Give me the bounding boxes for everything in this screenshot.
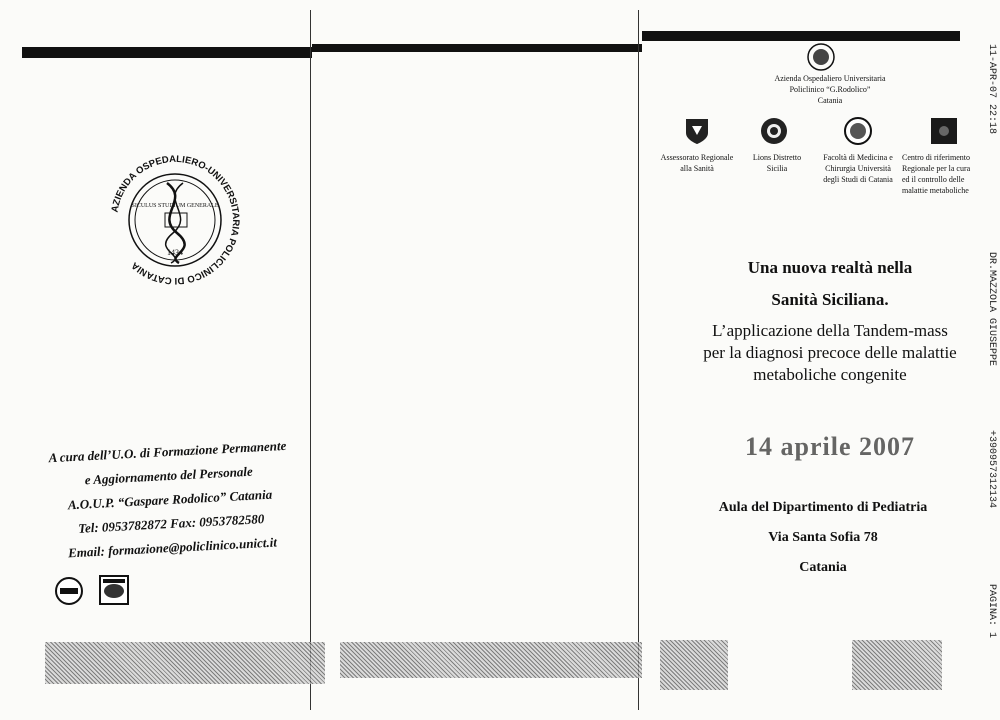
seal-inner-text: SICULUS STUDIUM GENERALE [131,203,219,209]
seal-ring-text: AZIENDA OSPEDALIERO-UNIVERSITARIA POLICLINICO DI CATANIA [109,153,242,287]
metabolic-center-logo-icon [930,117,958,145]
sponsor-caption-line: Chirurgia Università [825,164,891,173]
certification-seal-icon [52,576,86,606]
sponsor-caption-line: Lions Distretto [752,153,802,162]
policlinico-seal-logo [95,145,255,295]
top-rule-middle [312,44,642,52]
venue-line-2: Via Santa Sofia 78 [768,530,878,545]
quality-mark-icon [98,574,130,606]
fax-page-number: PAGINA: 1 [986,584,997,639]
venue-line-3: Catania [799,560,847,575]
top-rule-left [22,47,312,58]
event-title-line-2: Sanità Siciliana. [771,290,889,309]
fax-timestamp: 11-APR-07 22:18 [986,44,997,135]
sponsor-caption-line: Regionale per la cura [902,164,971,173]
top-rule-right [642,31,960,41]
venue-line-1: Aula del Dipartimento di Pediatria [718,500,928,515]
organizer-line-2: e Aggiornamento del Personale [84,463,254,488]
seal-year: 1434 [167,248,183,257]
sponsor-caption-faculty [816,152,900,185]
hospital-name-line-3: Catania [817,96,843,105]
sponsor-logos [652,117,972,147]
bottom-halftone-right-2 [852,640,942,690]
sponsor-caption-line: malattie metaboliche [902,186,969,195]
fax-phone: +390957312134 [986,430,997,509]
bottom-halftone-right-1 [660,640,728,690]
fax-sender: DR.MAZZOLA GIUSEPPE [986,252,997,367]
event-subtitle-line-1: L’applicazione della Tandem-mass [712,321,948,340]
organizer-email: Email: formazione@policlinico.unict.it [67,534,278,561]
sponsor-caption-line: Sicilia [766,164,788,173]
sponsor-caption-line: Centro di riferimento [902,153,970,162]
event-date: 14 aprile 2007 [745,432,915,461]
sponsor-caption-line: ed il controllo delle [902,175,965,184]
sponsor-caption-line: Facoltà di Medicina e [823,153,893,162]
event-subtitle-line-3: metaboliche congenite [753,365,907,384]
hospital-header [720,73,940,106]
sicily-region-shield-icon [683,117,711,145]
bottom-halftone-left [45,642,325,684]
organizer-line-1: A cura dell’U.O. di Formazione Permanente [48,437,287,466]
medicine-faculty-seal-icon [844,117,872,145]
organizer-line-3: A.O.U.P. “Gaspare Rodolico” Catania [67,486,273,513]
organizer-phone-fax: Tel: 0953782872 Fax: 0953782580 [77,511,265,536]
event-title-line-1: Una nuova realtà nella [747,258,913,277]
hospital-emblem-icon [806,42,836,72]
sponsor-caption-assessorato [652,152,742,174]
sponsor-caption-line: Assessorato Regionale [660,153,734,162]
hospital-name-line-2: Policlinico “G.Rodolico” [789,85,871,94]
lions-club-icon [760,117,788,145]
sponsor-caption-lions [742,152,812,174]
event-subtitle-line-2: per la diagnosi precoce delle malattie [703,343,957,362]
event-subtitle [680,320,980,386]
fold-line-right [638,10,639,710]
hospital-name-line-1: Azienda Ospedaliero Universitaria [774,74,886,83]
bottom-halftone-middle [340,642,642,678]
sponsor-caption-line: degli Studi di Catania [823,175,893,184]
sponsor-caption-center [902,152,980,196]
fold-line-left [310,10,311,710]
fax-header-strip [984,40,1000,700]
sponsor-caption-line: alla Sanità [680,164,714,173]
organizer-info [27,433,313,567]
